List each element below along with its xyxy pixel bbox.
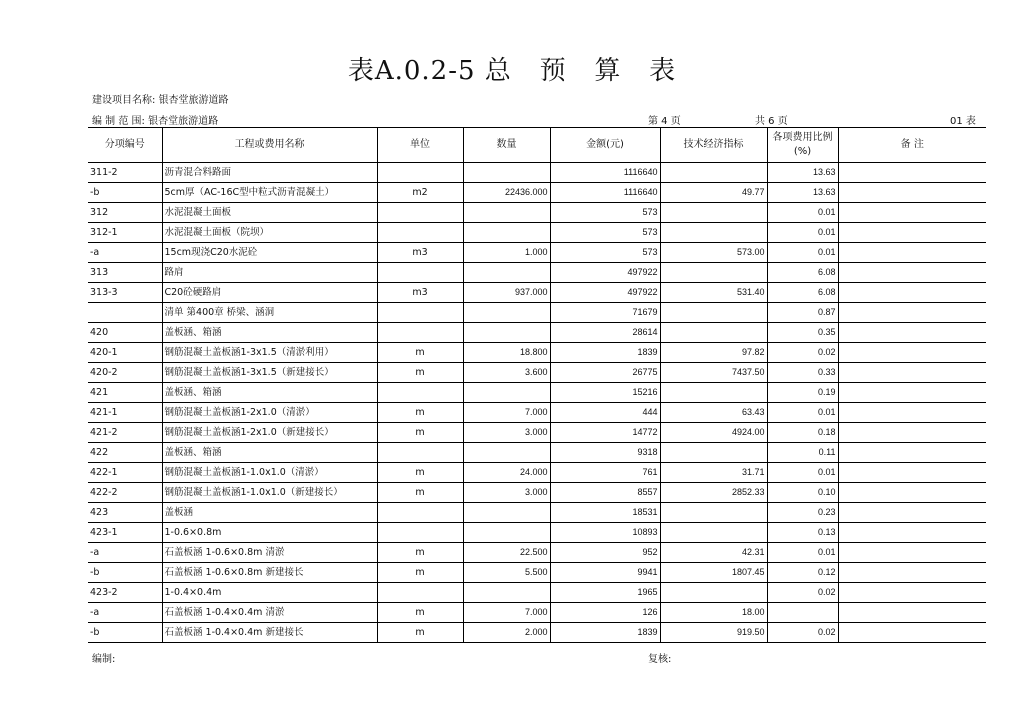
reviewer-label: 复核: <box>648 654 672 665</box>
table-row <box>88 463 986 483</box>
row-amount: 15216 <box>550 383 660 403</box>
row-name: 清单 第400章 桥梁、涵洞 <box>162 303 377 323</box>
row-index: 531.40 <box>660 283 767 303</box>
table-row <box>88 603 986 623</box>
row-ratio: 0.01 <box>767 463 838 483</box>
row-name: 沥青混合料路面 <box>162 163 377 183</box>
row-note <box>838 323 986 343</box>
row-quantity: 7.000 <box>463 403 550 423</box>
row-name: 水泥混凝土面板（院坝） <box>162 223 377 243</box>
table-header-row <box>88 128 986 163</box>
row-quantity <box>463 223 550 243</box>
scope-line <box>92 112 218 127</box>
row-ratio: 0.01 <box>767 203 838 223</box>
row-unit <box>377 583 463 603</box>
row-index: 49.77 <box>660 183 767 203</box>
table-row <box>88 503 986 523</box>
row-name: 15cm现浇C20水泥砼 <box>162 243 377 263</box>
row-amount: 952 <box>550 543 660 563</box>
row-index: 42.31 <box>660 543 767 563</box>
row-index <box>660 383 767 403</box>
row-code: 421-1 <box>88 403 162 423</box>
row-quantity: 3.000 <box>463 483 550 503</box>
row-amount: 14772 <box>550 423 660 443</box>
row-index <box>660 163 767 183</box>
row-index: 919.50 <box>660 623 767 643</box>
row-code: 312-1 <box>88 223 162 243</box>
row-note <box>838 243 986 263</box>
row-quantity: 937.000 <box>463 283 550 303</box>
row-ratio: 0.87 <box>767 303 838 323</box>
page-total: 共 6 页 <box>755 116 788 127</box>
row-code: 311-2 <box>88 163 162 183</box>
table-row <box>88 583 986 603</box>
table-row <box>88 363 986 383</box>
row-quantity: 2.000 <box>463 623 550 643</box>
row-name: 石盖板涵 1-0.4×0.4m 清淤 <box>162 603 377 623</box>
table-row <box>88 403 986 423</box>
row-code: -a <box>88 543 162 563</box>
row-unit: m2 <box>377 183 463 203</box>
row-code: 420 <box>88 323 162 343</box>
row-ratio: 0.02 <box>767 623 838 643</box>
row-name: 钢筋混凝土盖板涵1-1.0x1.0（清淤） <box>162 463 377 483</box>
row-unit <box>377 263 463 283</box>
row-amount: 126 <box>550 603 660 623</box>
row-code: 313-3 <box>88 283 162 303</box>
row-amount: 8557 <box>550 483 660 503</box>
row-code: 420-1 <box>88 343 162 363</box>
row-ratio: 0.11 <box>767 443 838 463</box>
row-code <box>88 303 162 323</box>
table-row <box>88 443 986 463</box>
row-unit: m <box>377 623 463 643</box>
row-quantity <box>463 523 550 543</box>
row-name: C20砼硬路肩 <box>162 283 377 303</box>
row-note <box>838 163 986 183</box>
row-amount: 28614 <box>550 323 660 343</box>
row-name: 钢筋混凝土盖板涵1-2x1.0（新建接长） <box>162 423 377 443</box>
row-index <box>660 263 767 283</box>
row-amount: 497922 <box>550 283 660 303</box>
row-note <box>838 543 986 563</box>
table-row <box>88 543 986 563</box>
row-quantity <box>463 303 550 323</box>
row-name: 石盖板涵 1-0.6×0.8m 清淤 <box>162 543 377 563</box>
row-amount: 26775 <box>550 363 660 383</box>
row-ratio <box>767 603 838 623</box>
table-row <box>88 523 986 543</box>
row-name: 盖板涵、箱涵 <box>162 383 377 403</box>
row-quantity: 3.600 <box>463 363 550 383</box>
table-row <box>88 343 986 363</box>
row-unit <box>377 383 463 403</box>
row-code: 423-1 <box>88 523 162 543</box>
header-name: 工程或费用名称 <box>162 128 377 163</box>
row-unit <box>377 503 463 523</box>
row-amount: 18531 <box>550 503 660 523</box>
row-note <box>838 483 986 503</box>
row-unit: m <box>377 403 463 423</box>
row-quantity: 18.800 <box>463 343 550 363</box>
project-name-label: 建设项目名称: <box>92 95 156 106</box>
row-unit <box>377 163 463 183</box>
row-name: 钢筋混凝土盖板涵1-3x1.5（清淤利用） <box>162 343 377 363</box>
row-code: 420-2 <box>88 363 162 383</box>
row-note <box>838 563 986 583</box>
row-note <box>838 263 986 283</box>
table-row <box>88 423 986 443</box>
row-quantity <box>463 383 550 403</box>
row-code: -b <box>88 183 162 203</box>
table-body <box>88 163 986 643</box>
row-note <box>838 283 986 303</box>
row-name: 石盖板涵 1-0.4×0.4m 新建接长 <box>162 623 377 643</box>
row-ratio: 6.08 <box>767 263 838 283</box>
row-amount: 761 <box>550 463 660 483</box>
row-note <box>838 603 986 623</box>
row-name: 石盖板涵 1-0.6×0.8m 新建接长 <box>162 563 377 583</box>
table-row <box>88 163 986 183</box>
row-note <box>838 583 986 603</box>
row-ratio: 0.10 <box>767 483 838 503</box>
row-code: 422 <box>88 443 162 463</box>
row-ratio: 0.02 <box>767 343 838 363</box>
table-row <box>88 483 986 503</box>
row-unit <box>377 303 463 323</box>
row-quantity: 7.000 <box>463 603 550 623</box>
header-quantity: 数量 <box>463 128 550 163</box>
row-code: 422-2 <box>88 483 162 503</box>
header-note: 备 注 <box>838 128 986 163</box>
row-note <box>838 503 986 523</box>
row-amount: 573 <box>550 223 660 243</box>
table-row <box>88 303 986 323</box>
row-unit <box>377 523 463 543</box>
row-unit: m <box>377 423 463 443</box>
row-name: 钢筋混凝土盖板涵1-1.0x1.0（新建接长） <box>162 483 377 503</box>
row-unit: m <box>377 363 463 383</box>
row-unit: m <box>377 543 463 563</box>
table-row <box>88 283 986 303</box>
header-ratio-line1: 各项费用比例 <box>772 132 833 143</box>
row-unit: m <box>377 603 463 623</box>
row-index: 4924.00 <box>660 423 767 443</box>
row-index: 573.00 <box>660 243 767 263</box>
row-amount: 71679 <box>550 303 660 323</box>
row-ratio: 0.01 <box>767 543 838 563</box>
project-name-value: 银杏堂旅游道路 <box>158 95 229 106</box>
row-amount: 1116640 <box>550 163 660 183</box>
row-index <box>660 503 767 523</box>
row-ratio: 0.01 <box>767 243 838 263</box>
row-ratio: 0.18 <box>767 423 838 443</box>
header-ratio <box>767 128 838 163</box>
row-note <box>838 463 986 483</box>
row-note <box>838 523 986 543</box>
row-name: 盖板涵、箱涵 <box>162 443 377 463</box>
row-quantity: 3.000 <box>463 423 550 443</box>
row-code: 423 <box>88 503 162 523</box>
row-amount: 1839 <box>550 623 660 643</box>
row-unit: m <box>377 343 463 363</box>
row-note <box>838 183 986 203</box>
row-index: 1807.45 <box>660 563 767 583</box>
row-quantity: 24.000 <box>463 463 550 483</box>
table-row <box>88 183 986 203</box>
page-number: 第 4 页 <box>648 116 681 127</box>
row-quantity <box>463 263 550 283</box>
row-amount: 9941 <box>550 563 660 583</box>
row-unit: m3 <box>377 283 463 303</box>
row-note <box>838 363 986 383</box>
row-amount: 10893 <box>550 523 660 543</box>
row-index <box>660 323 767 343</box>
row-ratio: 0.01 <box>767 223 838 243</box>
table-number: 01 表 <box>950 116 976 127</box>
row-quantity <box>463 323 550 343</box>
table-row <box>88 383 986 403</box>
row-index <box>660 443 767 463</box>
row-quantity <box>463 443 550 463</box>
table-row <box>88 323 986 343</box>
row-quantity <box>463 203 550 223</box>
row-quantity: 1.000 <box>463 243 550 263</box>
row-quantity: 22.500 <box>463 543 550 563</box>
row-index: 31.71 <box>660 463 767 483</box>
row-ratio: 0.23 <box>767 503 838 523</box>
row-index: 63.43 <box>660 403 767 423</box>
row-note <box>838 303 986 323</box>
row-name: 钢筋混凝土盖板涵1-2x1.0（清淤） <box>162 403 377 423</box>
row-ratio: 0.33 <box>767 363 838 383</box>
row-ratio: 0.13 <box>767 523 838 543</box>
row-ratio: 0.01 <box>767 403 838 423</box>
row-quantity <box>463 503 550 523</box>
scope-value: 银杏堂旅游道路 <box>148 116 219 127</box>
row-index <box>660 523 767 543</box>
page-title: 表A.0.2-5 总 预 算 表 <box>347 56 677 86</box>
row-amount: 9318 <box>550 443 660 463</box>
table-row <box>88 243 986 263</box>
row-amount: 573 <box>550 203 660 223</box>
row-unit <box>377 203 463 223</box>
row-index <box>660 303 767 323</box>
row-name: 盖板涵、箱涵 <box>162 323 377 343</box>
compiler-label: 编制: <box>92 654 116 665</box>
row-ratio: 0.35 <box>767 323 838 343</box>
row-index <box>660 223 767 243</box>
table-row <box>88 263 986 283</box>
row-index <box>660 583 767 603</box>
row-amount: 497922 <box>550 263 660 283</box>
row-name: 1-0.6×0.8m <box>162 523 377 543</box>
row-unit: m <box>377 483 463 503</box>
row-code: 421 <box>88 383 162 403</box>
row-ratio: 0.19 <box>767 383 838 403</box>
row-note <box>838 223 986 243</box>
header-unit: 单位 <box>377 128 463 163</box>
row-code: 423-2 <box>88 583 162 603</box>
row-ratio: 13.63 <box>767 163 838 183</box>
row-index: 18.00 <box>660 603 767 623</box>
row-quantity: 5.500 <box>463 563 550 583</box>
row-quantity <box>463 163 550 183</box>
row-quantity <box>463 583 550 603</box>
row-note <box>838 403 986 423</box>
row-note <box>838 343 986 363</box>
row-code: 421-2 <box>88 423 162 443</box>
table-row <box>88 223 986 243</box>
row-ratio: 0.02 <box>767 583 838 603</box>
row-amount: 1116640 <box>550 183 660 203</box>
row-ratio: 13.63 <box>767 183 838 203</box>
row-unit: m3 <box>377 243 463 263</box>
row-amount: 573 <box>550 243 660 263</box>
row-note <box>838 443 986 463</box>
project-name-line <box>92 91 229 106</box>
header-code: 分项编号 <box>88 128 162 163</box>
table-row <box>88 563 986 583</box>
row-code: -b <box>88 623 162 643</box>
row-unit: m <box>377 563 463 583</box>
row-code: 312 <box>88 203 162 223</box>
row-amount: 444 <box>550 403 660 423</box>
row-unit <box>377 443 463 463</box>
row-index: 97.82 <box>660 343 767 363</box>
row-code: 422-1 <box>88 463 162 483</box>
row-amount: 1965 <box>550 583 660 603</box>
table-row <box>88 203 986 223</box>
row-note <box>838 423 986 443</box>
row-quantity: 22436.000 <box>463 183 550 203</box>
header-amount: 金额(元) <box>550 128 660 163</box>
row-code: -b <box>88 563 162 583</box>
row-name: 钢筋混凝土盖板涵1-3x1.5（新建接长） <box>162 363 377 383</box>
row-name: 水泥混凝土面板 <box>162 203 377 223</box>
header-index: 技术经济指标 <box>660 128 767 163</box>
table-row <box>88 623 986 643</box>
row-ratio: 0.12 <box>767 563 838 583</box>
row-index: 2852.33 <box>660 483 767 503</box>
row-note <box>838 203 986 223</box>
row-amount: 1839 <box>550 343 660 363</box>
budget-table <box>88 127 986 643</box>
row-unit <box>377 323 463 343</box>
row-code: 313 <box>88 263 162 283</box>
row-name: 路肩 <box>162 263 377 283</box>
header-ratio-line2: (%) <box>793 146 812 157</box>
row-index <box>660 203 767 223</box>
row-code: -a <box>88 243 162 263</box>
scope-label: 编 制 范 围: <box>92 116 145 127</box>
row-unit <box>377 223 463 243</box>
row-name: 5cm厚（AC-16C型中粒式沥青混凝土） <box>162 183 377 203</box>
row-name: 盖板涵 <box>162 503 377 523</box>
row-index: 7437.50 <box>660 363 767 383</box>
row-note <box>838 383 986 403</box>
row-note <box>838 623 986 643</box>
row-ratio: 6.08 <box>767 283 838 303</box>
row-code: -a <box>88 603 162 623</box>
row-name: 1-0.4×0.4m <box>162 583 377 603</box>
row-unit: m <box>377 463 463 483</box>
